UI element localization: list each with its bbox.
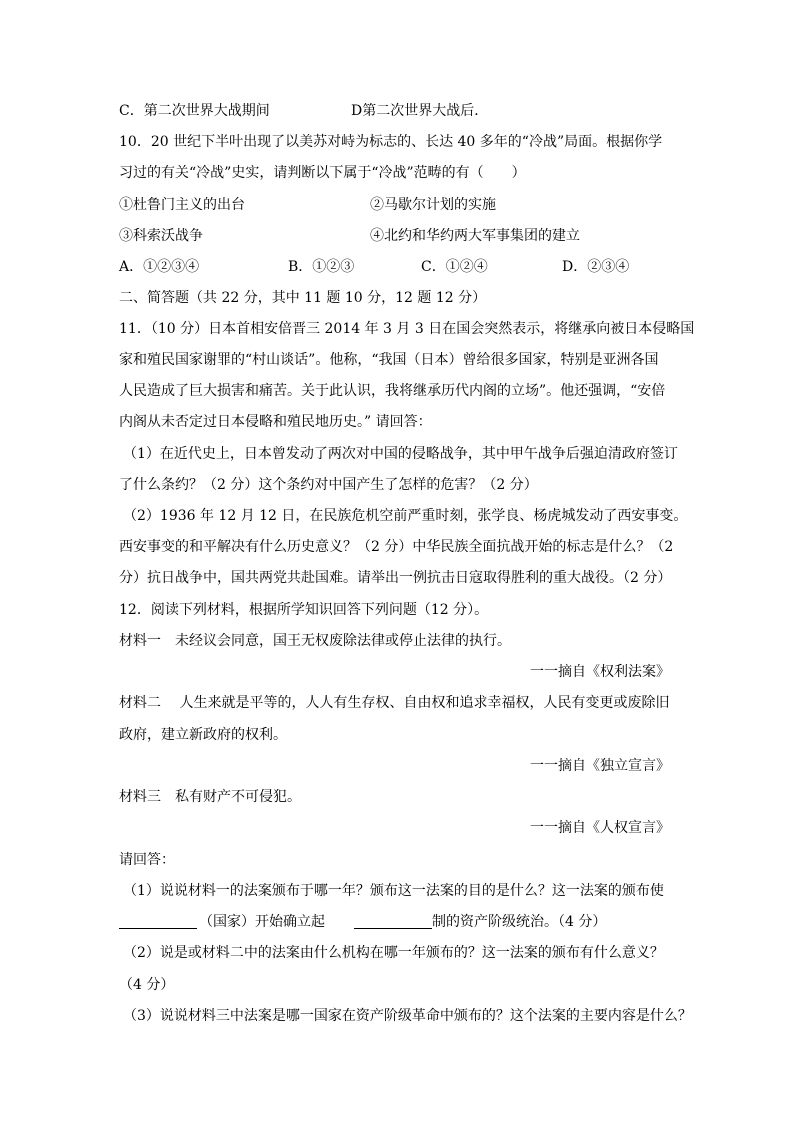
q9-option-c: C．第二次世界大战期间 xyxy=(119,103,270,119)
answer-prompt: 请回答： xyxy=(119,852,175,868)
q11-stem-line-2: 家和殖民国家谢罪的“村山谈话”。他称，“我国（日本）曾给很多国家，特别是亚洲各国 xyxy=(119,352,659,368)
q12-sub1-line-2b: 制的资产阶级统治。（4 分） xyxy=(432,914,607,930)
material-2-line-2: 政府，建立新政府的权利。 xyxy=(119,727,287,743)
q11-sub2-line-3: 分）抗日战争中，国共两党共赴国难。请举出一例抗击日寇取得胜利的重大战役。（2 分） xyxy=(119,570,672,586)
q11-stem-line-3: 人民造成了巨大损害和痛苦。关于此认识，我将继承历代内阁的立场”。他还强调，“安倍 xyxy=(119,383,666,399)
q12-sub1-line-1: （1）说说材料一的法案颁布于哪一年？颁布这一法案的目的是什么？这一法案的颁布使 xyxy=(123,883,664,899)
q9-option-d: D第二次世界大战后． xyxy=(351,103,489,119)
q12-sub3-line-1: （3）说说材料三中法案是哪一国家在资产阶级革命中颁布的？这个法案的主要内容是什么？ xyxy=(123,1008,692,1024)
q12-sub2-line-1: （2）说是或材料二中的法案由什么机构在哪一年颁布的？这一法案的颁布有什么意义？ xyxy=(123,945,664,961)
section-2-heading: 二、简答题（共 22 分，其中 11 题 10 分，12 题 12 分） xyxy=(119,290,487,306)
q12-stem: 12．阅读下列材料，根据所学知识回答下列问题（12 分）。 xyxy=(119,602,489,618)
q10-stem-line-1: 10．20 世纪下半叶出现了以美苏对峙为标志的、长达 40 多年的“冷战”局面。根据你学 xyxy=(119,134,663,150)
material-2-source: 一一摘自《独立宣言》 xyxy=(530,758,670,774)
q11-sub2-line-1: （2）1936 年 12 月 12 日，在民族危机空前严重时刻，张学良、杨虎城发动了西安事变。 xyxy=(123,508,688,524)
q10-item-2: ②马歇尔计划的实施 xyxy=(370,197,496,213)
q11-stem-line-1: 11．（10 分）日本首相安倍晋三 2014 年 3 月 3 日在国会突然表示，将继承向被日本侵略国 xyxy=(119,321,695,337)
q11-sub1-line-2: 了什么条约？（2 分）这个条约对中国产生了怎样的危害？（2 分） xyxy=(119,477,538,493)
q10-option-a: A．①②③④ xyxy=(119,259,200,275)
q10-option-c: C．①②④ xyxy=(421,259,488,275)
q11-stem-line-4: 内阁从未否定过日本侵略和殖民地历史。” 请回答： xyxy=(119,414,432,430)
q10-option-d: D．②③④ xyxy=(562,259,630,275)
material-1: 材料一 未经议会同意，国王无权废除法律或停止法律的执行。 xyxy=(119,633,511,649)
answer-blank-system[interactable] xyxy=(354,928,432,929)
q10-stem-line-2: 习过的有关“冷战”史实，请判断以下属于“冷战”范畴的有（ ） xyxy=(119,165,526,181)
answer-blank-country[interactable] xyxy=(119,928,197,929)
material-3-source: 一一摘自《人权宣言》 xyxy=(530,820,670,836)
q11-sub1-line-1: （1）在近代史上，日本曾发动了两次对中国的侵略战争，其中甲午战争后强迫清政府签订 xyxy=(123,446,678,462)
q12-sub2-line-2: （4 分） xyxy=(119,977,175,993)
q12-sub1-line-2a: （国家）开始确立起 xyxy=(199,914,325,930)
material-2-line-1: 材料二 人生来就是平等的，人人有生存权、自由权和追求幸福权，人民有变更或废除旧 xyxy=(119,695,670,711)
q10-item-4: ④北约和华约两大军事集团的建立 xyxy=(370,228,580,244)
material-1-source: 一一摘自《权利法案》 xyxy=(530,664,670,680)
material-3: 材料三 私有财产不可侵犯。 xyxy=(119,789,301,805)
q10-item-1: ①杜鲁门主义的出台 xyxy=(119,197,245,213)
q10-item-3: ③科索沃战争 xyxy=(119,228,203,244)
q10-option-b: B．①②③ xyxy=(288,259,355,275)
q11-sub2-line-2: 西安事变的和平解决有什么历史意义？（2 分）中华民族全面抗战开始的标志是什么？（2 xyxy=(119,539,674,555)
